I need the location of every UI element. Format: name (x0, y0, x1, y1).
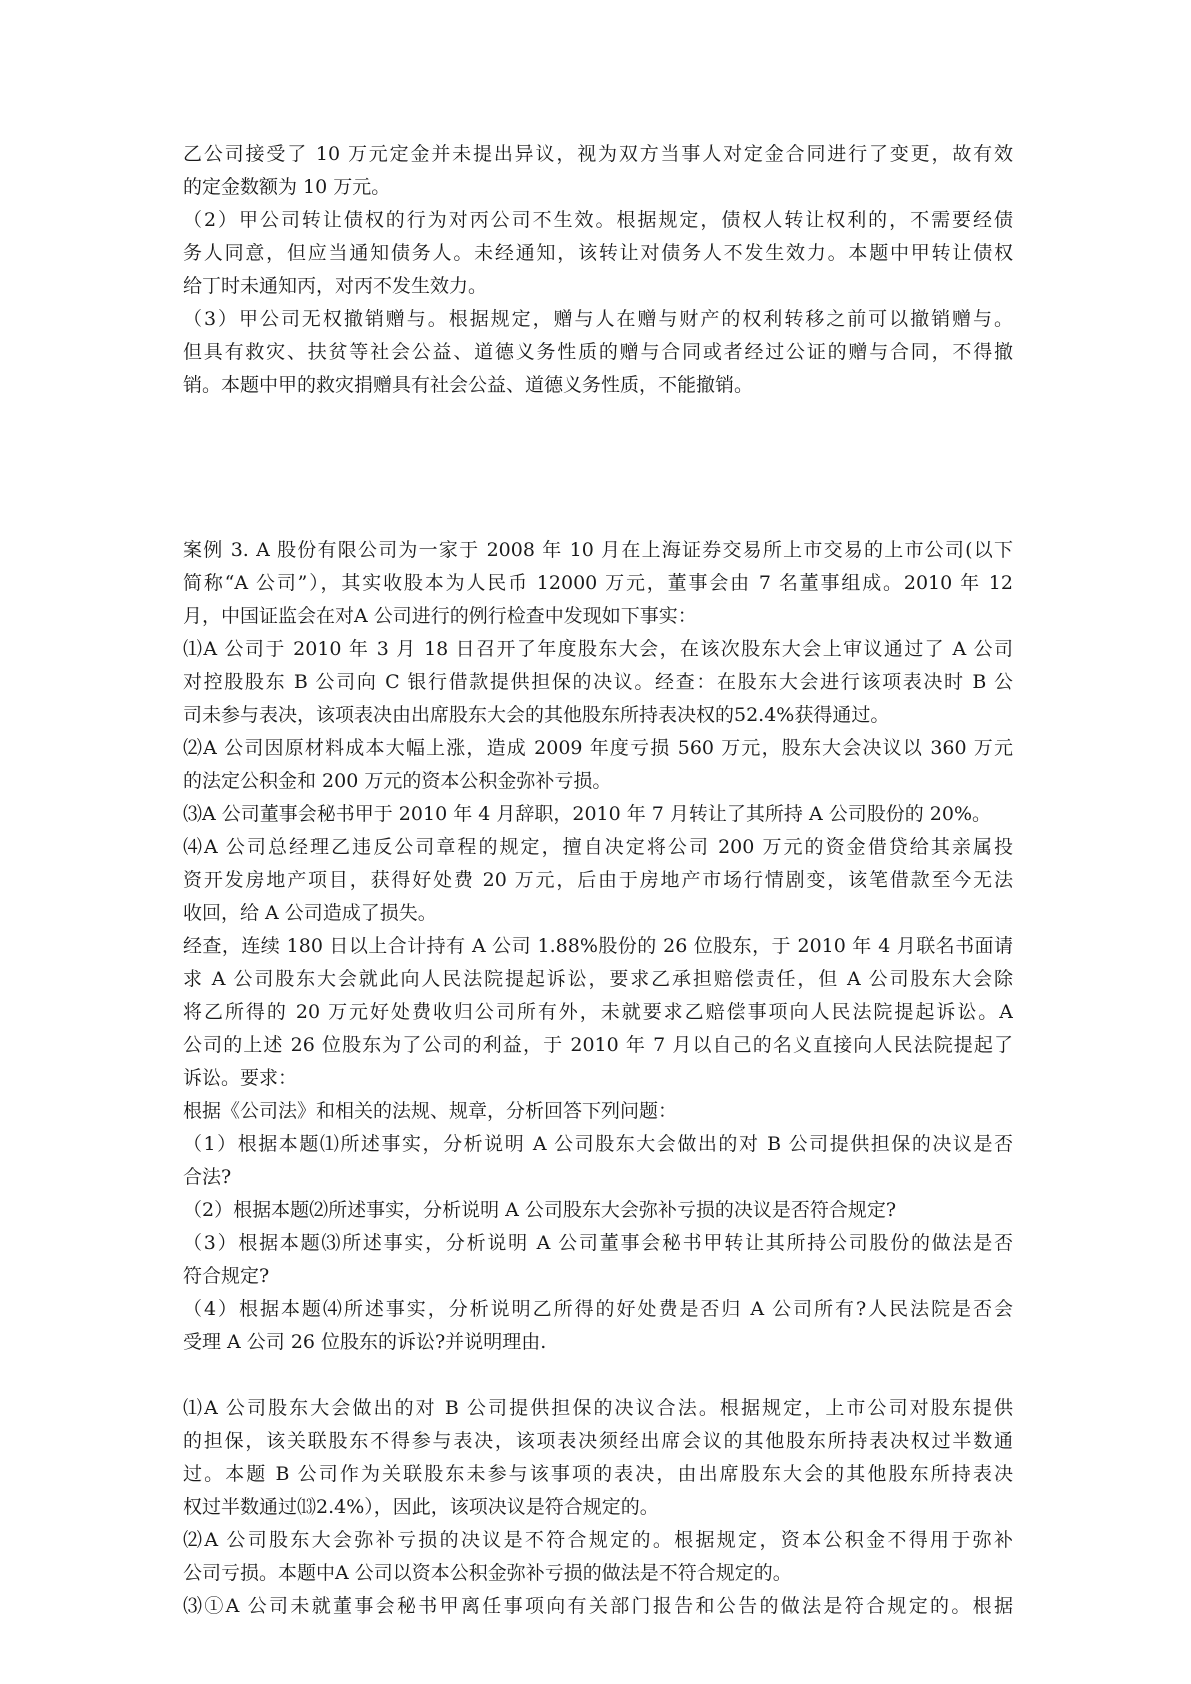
answer-line: 权过半数通过⒀2.4%），因此，该项决议是符合规定的。 (183, 1496, 659, 1518)
question-line: （3）根据本题⑶所述事实，分析说明 A 公司董事会秘书甲转让其所持公司股份的做法是否 (183, 1232, 1013, 1254)
text-line: 简称“A 公司”），其实收股本为人民币 12000 万元，董事会由 7 名董事组成。2010 年 12 (183, 572, 1013, 594)
text-line: 给丁时未通知丙，对丙不发生效力。 (183, 275, 488, 297)
text-line: ⑵A 公司因原材料成本大幅上涨，造成 2009 年度亏损 560 万元，股东大会决议以 360 万元 (183, 737, 1013, 759)
answer-line: 公司亏损。本题中A 公司以资本公积金弥补亏损的做法是不符合规定的。 (183, 1562, 792, 1584)
text-line: （3）甲公司无权撤销赠与。根据规定，赠与人在赠与财产的权利转移之前可以撤销赠与。 (183, 308, 1013, 330)
question-line: （4）根据本题⑷所述事实，分析说明乙所得的好处费是否归 A 公司所有?人民法院是否会 (183, 1298, 1013, 1320)
answer-line: 的担保，该关联股东不得参与表决，该项表决须经出席会议的其他股东所持表决权过半数通 (183, 1430, 1013, 1452)
text-line: 司未参与表决，该项表决由出席股东大会的其他股东所持表决权的52.4%获得通过。 (183, 704, 890, 726)
text-line: 月，中国证监会在对A 公司进行的例行检查中发现如下事实： (183, 605, 697, 627)
text-line: 的法定公积金和 200 万元的资本公积金弥补亏损。 (183, 770, 612, 792)
question-line: （2）根据本题⑵所述事实，分析说明 A 公司股东大会弥补亏损的决议是否符合规定? (183, 1199, 897, 1221)
text-line: ⑶A 公司董事会秘书甲于 2010 年 4 月辞职，2010 年 7 月转让了其所持 A 公司股份的 20%。 (183, 803, 991, 825)
answer-line: ⑶①A 公司未就董事会秘书甲离任事项向有关部门报告和公告的做法是符合规定的。根据 (183, 1595, 1013, 1617)
text-line: 根据《公司法》和相关的法规、规章，分析回答下列问题： (183, 1100, 678, 1122)
document-page (183, 138, 1013, 1623)
text-line: ⑴A 公司于 2010 年 3 月 18 日召开了年度股东大会，在该次股东大会上审议通过了 A 公司 (183, 638, 1013, 660)
text-line: 收回，给 A 公司造成了损失。 (183, 902, 437, 924)
text-line: 诉讼。要求： (183, 1067, 298, 1089)
text-line: 但具有救灾、扶贫等社会公益、道德义务性质的赠与合同或者经过公证的赠与合同，不得撤 (183, 341, 1013, 363)
answer-line: ⑵A 公司股东大会弥补亏损的决议是不符合规定的。根据规定，资本公积金不得用于弥补 (183, 1529, 1013, 1551)
question-line: 受理 A 公司 26 位股东的诉讼?并说明理由. (183, 1331, 547, 1353)
answer-line: ⑴A 公司股东大会做出的对 B 公司提供担保的决议合法。根据规定，上市公司对股东提供 (183, 1397, 1013, 1419)
text-line: 案例 3. A 股份有限公司为一家于 2008 年 10 月在上海证券交易所上市交易的上市公司(以下 (183, 539, 1013, 561)
text-line: 销。本题中甲的救灾捐赠具有社会公益、道德义务性质，不能撤销。 (183, 374, 754, 396)
section-spacer (183, 1359, 1013, 1392)
text-line: 乙公司接受了 10 万元定金并未提出异议，视为双方当事人对定金合同进行了变更，故有效 (183, 143, 1013, 165)
question-line: 符合规定? (183, 1265, 270, 1287)
case-3-section (183, 534, 1013, 1359)
case-3-answer-section (183, 1392, 1013, 1623)
text-line: （2）甲公司转让债权的行为对丙公司不生效。根据规定，债权人转让权利的，不需要经债 (183, 209, 1013, 231)
text-line: 对控股股东 B 公司向 C 银行借款提供担保的决议。经查：在股东大会进行该项表决时 B 公 (183, 671, 1013, 693)
question-line: 合法? (183, 1166, 232, 1188)
section-spacer (183, 402, 1013, 534)
text-line: ⑷A 公司总经理乙违反公司章程的规定，擅自决定将公司 200 万元的资金借贷给其亲属投 (183, 836, 1013, 858)
answer-line: 过。本题 B 公司作为关联股东未参与该事项的表决，由出席股东大会的其他股东所持表决 (183, 1463, 1013, 1485)
question-line: （1）根据本题⑴所述事实，分析说明 A 公司股东大会做出的对 B 公司提供担保的决议是否 (183, 1133, 1013, 1155)
text-line: 经查，连续 180 日以上合计持有 A 公司 1.88%股份的 26 位股东，于 2010 年 4 月联名书面请 (183, 935, 1013, 957)
text-line: 求 A 公司股东大会就此向人民法院提起诉讼，要求乙承担赔偿责任，但 A 公司股东大会除 (183, 968, 1013, 990)
text-line: 务人同意，但应当通知债务人。未经通知，该转让对债务人不发生效力。本题中甲转让债权 (183, 242, 1013, 264)
text-line: 公司的上述 26 位股东为了公司的利益，于 2010 年 7 月以自己的名义直接向人民法院提起了 (183, 1034, 1013, 1056)
text-line: 资开发房地产项目，获得好处费 20 万元，后由于房地产市场行情剧变，该笔借款至今无法 (183, 869, 1013, 891)
answer-continuation-section (183, 138, 1013, 402)
text-line: 的定金数额为 10 万元。 (183, 176, 391, 198)
text-line: 将乙所得的 20 万元好处费收归公司所有外，未就要求乙赔偿事项向人民法院提起诉讼。A (183, 1001, 1013, 1023)
